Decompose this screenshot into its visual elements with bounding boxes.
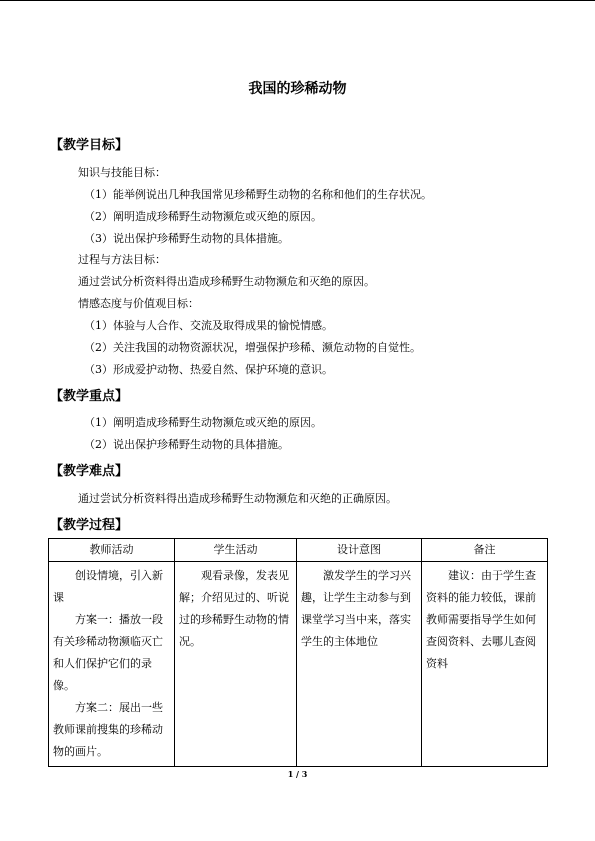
teacher-intro: 创设情境，引入新课 (53, 569, 163, 604)
teacher-plan-1: 方案一：播放一段有关珍稀动物濒临灭亡和人们保护它们的录像。 (53, 613, 163, 692)
difficulties-text: 通过尝试分析资料得出造成珍稀野生动物濒危和灭绝的正确原因。 (78, 492, 397, 505)
process-heading: 【教学过程】 (50, 518, 129, 533)
note-cell (422, 562, 548, 767)
page-title: 我国的珍稀动物 (248, 81, 347, 97)
key-point-item: （1）阐明造成珍稀野生动物濒危或灭绝的原因。 (84, 416, 322, 429)
goals-heading: 【教学目标】 (50, 138, 129, 153)
header-intent: 设计意图 (297, 539, 422, 562)
intent-text: 激发学生的学习兴趣，让学生主动参与到课堂学习当中来，落实学生的主体地位 (301, 569, 411, 648)
intent-cell (297, 562, 422, 767)
emotion-item: （1）体验与人合作、交流及取得成果的愉悦情感。 (84, 319, 333, 332)
difficulties-heading: 【教学难点】 (50, 464, 129, 479)
teacher-cell (49, 562, 175, 767)
student-text: 观看录像，发表见解；介绍见过的、听说过的珍稀野生动物的情况。 (179, 569, 289, 648)
knowledge-item: （2）阐明造成珍稀野生动物濒危或灭绝的原因。 (84, 210, 322, 223)
process-text: 通过尝试分析资料得出造成珍稀野生动物濒危和灭绝的原因。 (78, 275, 375, 288)
teacher-plan-2: 方案二：展出一些教师课前搜集的珍稀动物的画片。 (53, 701, 163, 758)
knowledge-item: （3）说出保护珍稀野生动物的具体措施。 (84, 232, 289, 245)
emotion-label: 情感态度与价值观目标： (78, 297, 199, 310)
process-table (48, 538, 548, 767)
header-note: 备注 (422, 539, 548, 562)
emotion-item: （3）形成爱护动物、热爱自然、保护环境的意识。 (84, 363, 333, 376)
page-number: 1 / 3 (287, 769, 308, 779)
process-label: 过程与方法目标： (78, 253, 166, 266)
knowledge-item: （1）能举例说出几种我国常见珍稀野生动物的名称和他们的生存状况。 (84, 188, 432, 201)
key-points-heading: 【教学重点】 (50, 389, 129, 404)
key-point-item: （2）说出保护珍稀野生动物的具体措施。 (84, 438, 289, 451)
emotion-item: （2）关注我国的动物资源状况，增强保护珍稀、濒危动物的自觉性。 (84, 341, 421, 354)
header-teacher: 教师活动 (49, 539, 175, 562)
table-row (49, 562, 548, 767)
knowledge-label: 知识与技能目标： (78, 166, 166, 179)
top-rule (0, 0, 595, 1)
table-header-row (49, 539, 548, 562)
header-student: 学生活动 (175, 539, 297, 562)
note-text: 建议：由于学生查资料的能力较低，课前教师需要指导学生如何查阅资料、去哪儿查阅资料 (426, 569, 536, 670)
student-cell (175, 562, 297, 767)
